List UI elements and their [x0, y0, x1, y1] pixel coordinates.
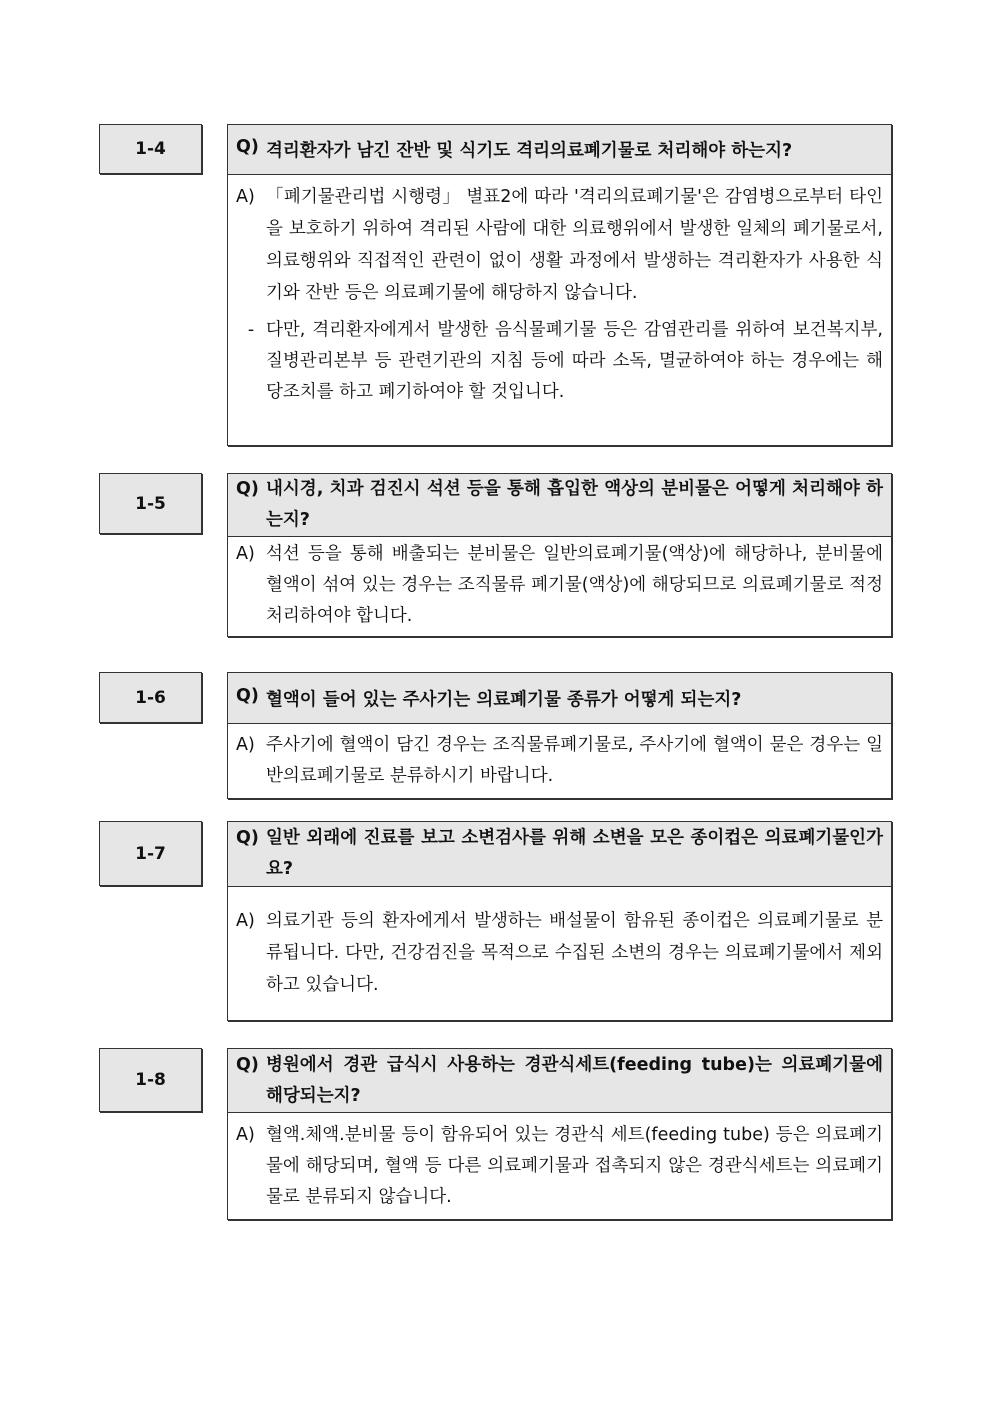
question-row [228, 125, 891, 175]
question-prefix: Q) [236, 137, 259, 157]
qa-block [227, 821, 892, 1021]
item-number: 1-7 [135, 843, 166, 864]
answer-text: 석션 등을 통해 배출되는 분비물은 일반의료폐기물(액상)에 해당하나, 분비물에 혈액이 섞여 있는 경우는 조직물류 폐기물(액상)에 해당되므로 의료폐기물로 적정 처리하여야 합니다. [266, 544, 883, 626]
note-dash: - [247, 320, 255, 340]
answer-row [228, 1113, 891, 1213]
answer-prefix: A) [236, 544, 255, 564]
question-text: 혈액이 들어 있는 주사기는 의료폐기물 종류가 어떻게 되는지? [266, 689, 742, 710]
answer-prefix: A) [236, 1125, 255, 1145]
answer-row [228, 537, 891, 632]
question-row [228, 822, 891, 887]
answer-text: 「폐기물관리법 시행령」 별표2에 따라 '격리의료폐기물'은 감염병으로부터 타인을 보호하기 위하여 격리된 사람에 대한 의료행위에서 발생한 일체의 폐기물로서, 의료행위와 직접적인 관련이 없이 생활 과정에서 발생하는 격리환자가 사용한 식기와 잔반 등은 의료폐기물에 해당하지 않습니다. [266, 187, 883, 303]
question-prefix: Q) [236, 828, 259, 848]
qa-block [227, 473, 892, 637]
item-number-box [99, 1048, 202, 1112]
question-text: 병원에서 경관 급식시 사용하는 경관식세트(feeding tube)는 의료폐기물에 해당되는지? [266, 1054, 883, 1106]
item-number: 1-5 [135, 493, 166, 514]
item-number-box [99, 124, 202, 174]
answer-prefix: A) [236, 187, 255, 207]
item-number: 1-4 [135, 139, 166, 159]
item-number-box [99, 821, 202, 886]
answer-row [228, 175, 891, 408]
answer-row [228, 887, 891, 1001]
qa-block [227, 1048, 892, 1220]
answer-text: 주사기에 혈액이 담긴 경우는 조직물류폐기물로, 주사기에 혈액이 묻은 경우는 일반의료폐기물로 분류하시기 바랍니다. [266, 735, 883, 786]
question-prefix: Q) [236, 685, 259, 706]
note-text: 다만, 격리환자에게서 발생한 음식물폐기물 등은 감염관리를 위하여 보건복지부, 질병관리본부 등 관련기관의 지침 등에 따라 소독, 멸균하여야 하는 경우에는 해당조치를 하고 폐기하여야 할 것입니다. [266, 320, 883, 402]
answer-prefix: A) [236, 735, 255, 755]
question-text: 내시경, 치과 검진시 석션 등을 통해 흡입한 액상의 분비물은 어떻게 처리해야 하는지? [266, 479, 883, 530]
item-number-box [99, 672, 202, 723]
answer-prefix: A) [236, 911, 255, 931]
question-text: 격리환자가 남긴 잔반 및 식기도 격리의료폐기물로 처리해야 하는지? [266, 141, 793, 161]
item-number: 1-6 [135, 687, 166, 708]
qa-block [227, 672, 892, 799]
question-prefix: Q) [236, 479, 259, 499]
question-row [228, 1049, 891, 1113]
answer-text: 혈액.체액.분비물 등이 함유되어 있는 경관식 세트(feeding tube) 등은 의료폐기물에 해당되며, 혈액 등 다른 의료폐기물과 접촉되지 않은 경관식세트는 의료폐기물로 분류되지 않습니다. [266, 1125, 883, 1207]
answer-text: 의료기관 등의 환자에게서 발생하는 배설물이 함유된 종이컵은 의료폐기물로 분류됩니다. 다만, 건강검진을 목적으로 수집된 소변의 경우는 의료폐기물에서 제외하고 있습니다. [266, 911, 883, 995]
answer-row [228, 724, 891, 792]
question-row [228, 474, 891, 537]
item-number-box [99, 473, 202, 534]
item-number: 1-8 [135, 1070, 166, 1090]
question-prefix: Q) [236, 1054, 259, 1075]
question-row [228, 673, 891, 724]
question-text: 일반 외래에 진료를 보고 소변검사를 위해 소변을 모은 종이컵은 의료폐기물인가요? [266, 828, 883, 879]
qa-block [227, 124, 892, 446]
